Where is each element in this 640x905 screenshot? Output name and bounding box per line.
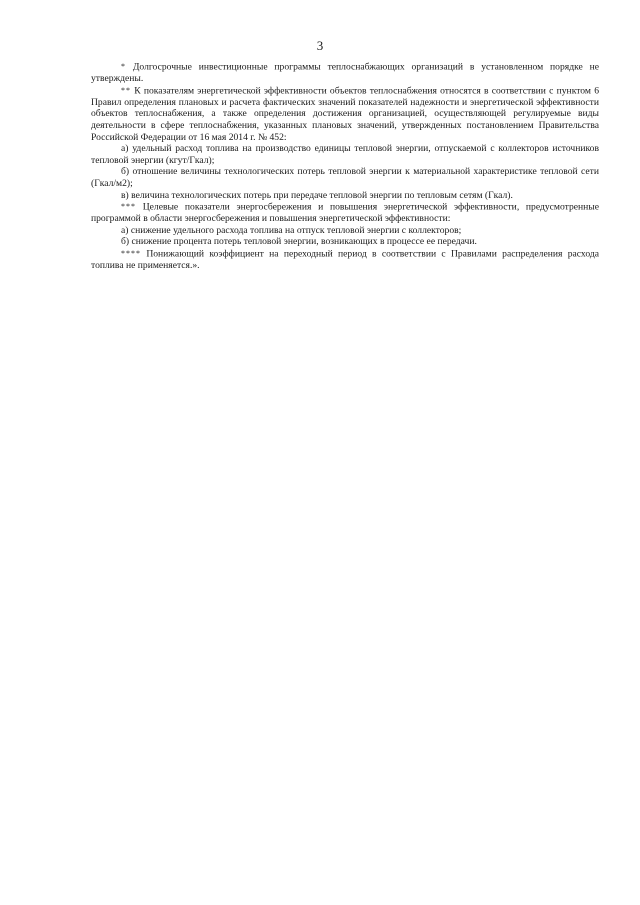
footnote-4 xyxy=(91,248,599,272)
footnote-mark: *** xyxy=(121,202,136,212)
indicator-text: б) отношение величины технологических потерь тепловой энергии к материальной характеристике тепловой сети (Гкал/м2); xyxy=(91,166,599,189)
target-text: б) снижение процента потерь тепловой энергии, возникающих в процессе ее передачи. xyxy=(121,236,477,248)
footnote-3 xyxy=(91,201,599,225)
footnote-2 xyxy=(91,85,599,143)
footnote-text: Понижающий коэффициент на переходный период в соответствии с Правилами распределения расхода топлива не применяется.». xyxy=(91,248,599,272)
indicator-item-a xyxy=(91,143,599,166)
footnote-text: Целевые показатели энергосбережения и повышения энергетической эффективности, предусмотренные программой в области энергосбережения и повышения энергетической эффективности: xyxy=(91,201,600,225)
indicator-item-c xyxy=(91,190,599,202)
indicator-text: в) величина технологических потерь при передаче тепловой энергии по тепловым сетям (Гкал). xyxy=(121,189,513,201)
page-number: 3 xyxy=(316,38,324,53)
footnote-text: К показателям энергетической эффективности объектов теплоснабжения относятся в соответствии с пунктом 6 Правил определения плановых и расчета фактических значений показателей надежности и энергетической эффективности объектов теплоснабжения, а также определения достижения организацией, осуществляющей регулируемые виды деятельности в сфере теплоснабжения, указанных плановых значений, утвержденных постановлением Правительства Российской Федерации от 16 мая 2014 г. № 452: xyxy=(91,85,599,143)
footnote-mark: * xyxy=(121,62,126,71)
footnote-mark: **** xyxy=(121,249,141,258)
footnote-mark: ** xyxy=(121,85,131,95)
indicator-item-b xyxy=(91,166,599,189)
footnote-text: Долгосрочные инвестиционные программы теплоснабжающих организаций в установленном порядке не утверждены. xyxy=(91,61,599,85)
footnotes-section xyxy=(91,61,599,272)
target-text: а) снижение удельного расхода топлива на отпуск тепловой энергии с коллекторов; xyxy=(121,224,462,236)
target-item-b xyxy=(91,236,599,248)
indicator-text: а) удельный расход топлива на производство единицы тепловой энергии, отпускаемой с коллекторов источников тепловой энергии (кгут/Гкал); xyxy=(91,143,599,166)
target-item-a xyxy=(91,225,599,237)
footnote-1 xyxy=(91,61,599,85)
